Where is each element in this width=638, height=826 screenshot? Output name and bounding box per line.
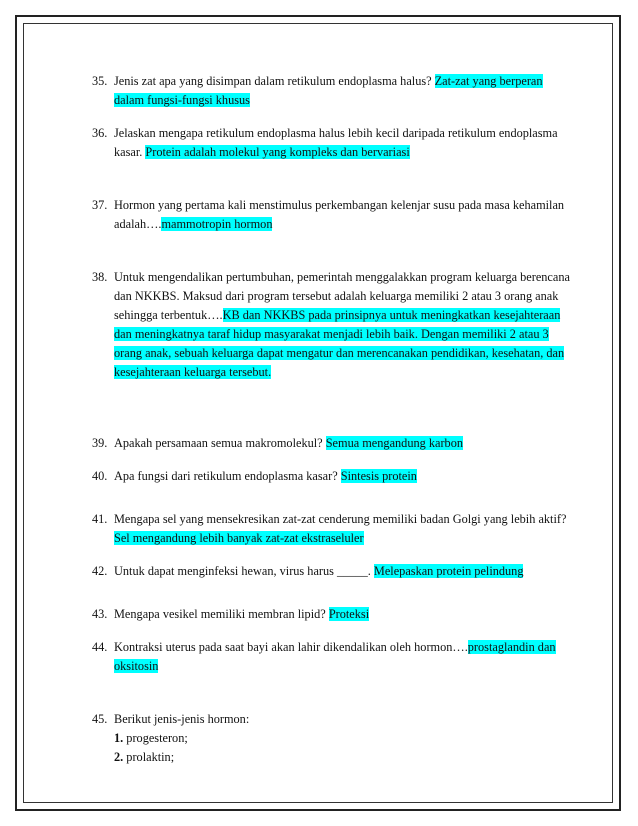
answer-highlight: Proteksi xyxy=(328,607,370,621)
question-39 xyxy=(92,434,570,453)
answer-highlight: prostaglandin dan oksitosin xyxy=(114,640,556,673)
answer-highlight: mammotropin hormon xyxy=(161,217,273,231)
question-42 xyxy=(92,562,570,581)
question-text: Apakah persamaan semua makromolekul? xyxy=(114,436,326,450)
question-text: Jelaskan mengapa retikulum endoplasma halus lebih kecil daripada retikulum endoplasma kasar. xyxy=(114,126,558,159)
question-35 xyxy=(92,72,570,110)
question-37 xyxy=(92,196,570,234)
answer-highlight: Protein adalah molekul yang kompleks dan bervariasi xyxy=(145,145,410,159)
question-44 xyxy=(92,638,570,676)
question-text: Berikut jenis-jenis hormon: xyxy=(114,712,250,726)
question-43 xyxy=(92,605,570,624)
answer-highlight: KB dan NKKBS pada prinsipnya untuk meningkatkan kesejahteraan dan meningkatnya taraf hidup masyarakat menjadi lebih baik. Dengan memiliki 2 atau 3 orang anak, sebuah keluarga dapat mengatur dan merencanakan pendidikan, kesehatan, dan kesejahteraan keluarga tersebut. xyxy=(114,308,565,379)
question-number: 40. xyxy=(92,469,108,483)
question-text: Mengapa sel yang mensekresikan zat-zat cenderung memiliki badan Golgi yang lebih aktif? xyxy=(114,512,567,526)
question-number: 38. xyxy=(92,270,108,284)
question-text: Hormon yang pertama kali menstimulus perkembangan kelenjar susu pada masa kehamilan adalah…. xyxy=(114,198,565,231)
question-number: 42. xyxy=(92,564,108,578)
question-number: 35. xyxy=(92,74,108,88)
question-number: 36. xyxy=(92,126,108,140)
list-item-text: prolaktin; xyxy=(123,750,175,764)
question-45 xyxy=(92,710,570,767)
question-number: 37. xyxy=(92,198,108,212)
answer-highlight: Sintesis protein xyxy=(340,469,417,483)
list-item-number: 2. xyxy=(114,750,124,764)
question-number: 41. xyxy=(92,512,108,526)
question-40 xyxy=(92,467,570,486)
question-number: 43. xyxy=(92,607,108,621)
list-item-number: 1. xyxy=(114,731,124,745)
question-41 xyxy=(92,510,570,548)
question-text: Jenis zat apa yang disimpan dalam retikulum endoplasma halus? xyxy=(114,74,435,88)
question-number: 44. xyxy=(92,640,108,654)
question-text: Kontraksi uterus pada saat bayi akan lahir dikendalikan oleh hormon…. xyxy=(114,640,468,654)
question-number: 39. xyxy=(92,436,108,450)
answer-highlight: Semua mengandung karbon xyxy=(325,436,463,450)
question-38 xyxy=(92,268,570,382)
list-item xyxy=(114,729,570,748)
question-text: Mengapa vesikel memiliki membran lipid? xyxy=(114,607,329,621)
answer-highlight: Zat-zat yang berperan dalam fungsi-fungsi khusus xyxy=(114,74,543,107)
question-text: Apa fungsi dari retikulum endoplasma kasar? xyxy=(114,469,341,483)
answer-highlight: Sel mengandung lebih banyak zat-zat ekstraseluler xyxy=(114,531,364,545)
question-text: Untuk mengendalikan pertumbuhan, pemerintah menggalakkan program keluarga berencana dan NKKBS. Maksud dari program tersebut adalah keluarga memiliki 2 atau 3 orang anak sehingga terbentuk…. xyxy=(114,270,570,322)
question-list xyxy=(92,72,570,767)
answer-highlight: Melepaskan protein pelindung xyxy=(373,564,524,578)
question-36 xyxy=(92,124,570,162)
list-item-text: progesteron; xyxy=(123,731,188,745)
list-item xyxy=(114,748,570,767)
question-text: Untuk dapat menginfeksi hewan, virus harus _____. xyxy=(114,564,374,578)
question-number: 45. xyxy=(92,712,108,726)
